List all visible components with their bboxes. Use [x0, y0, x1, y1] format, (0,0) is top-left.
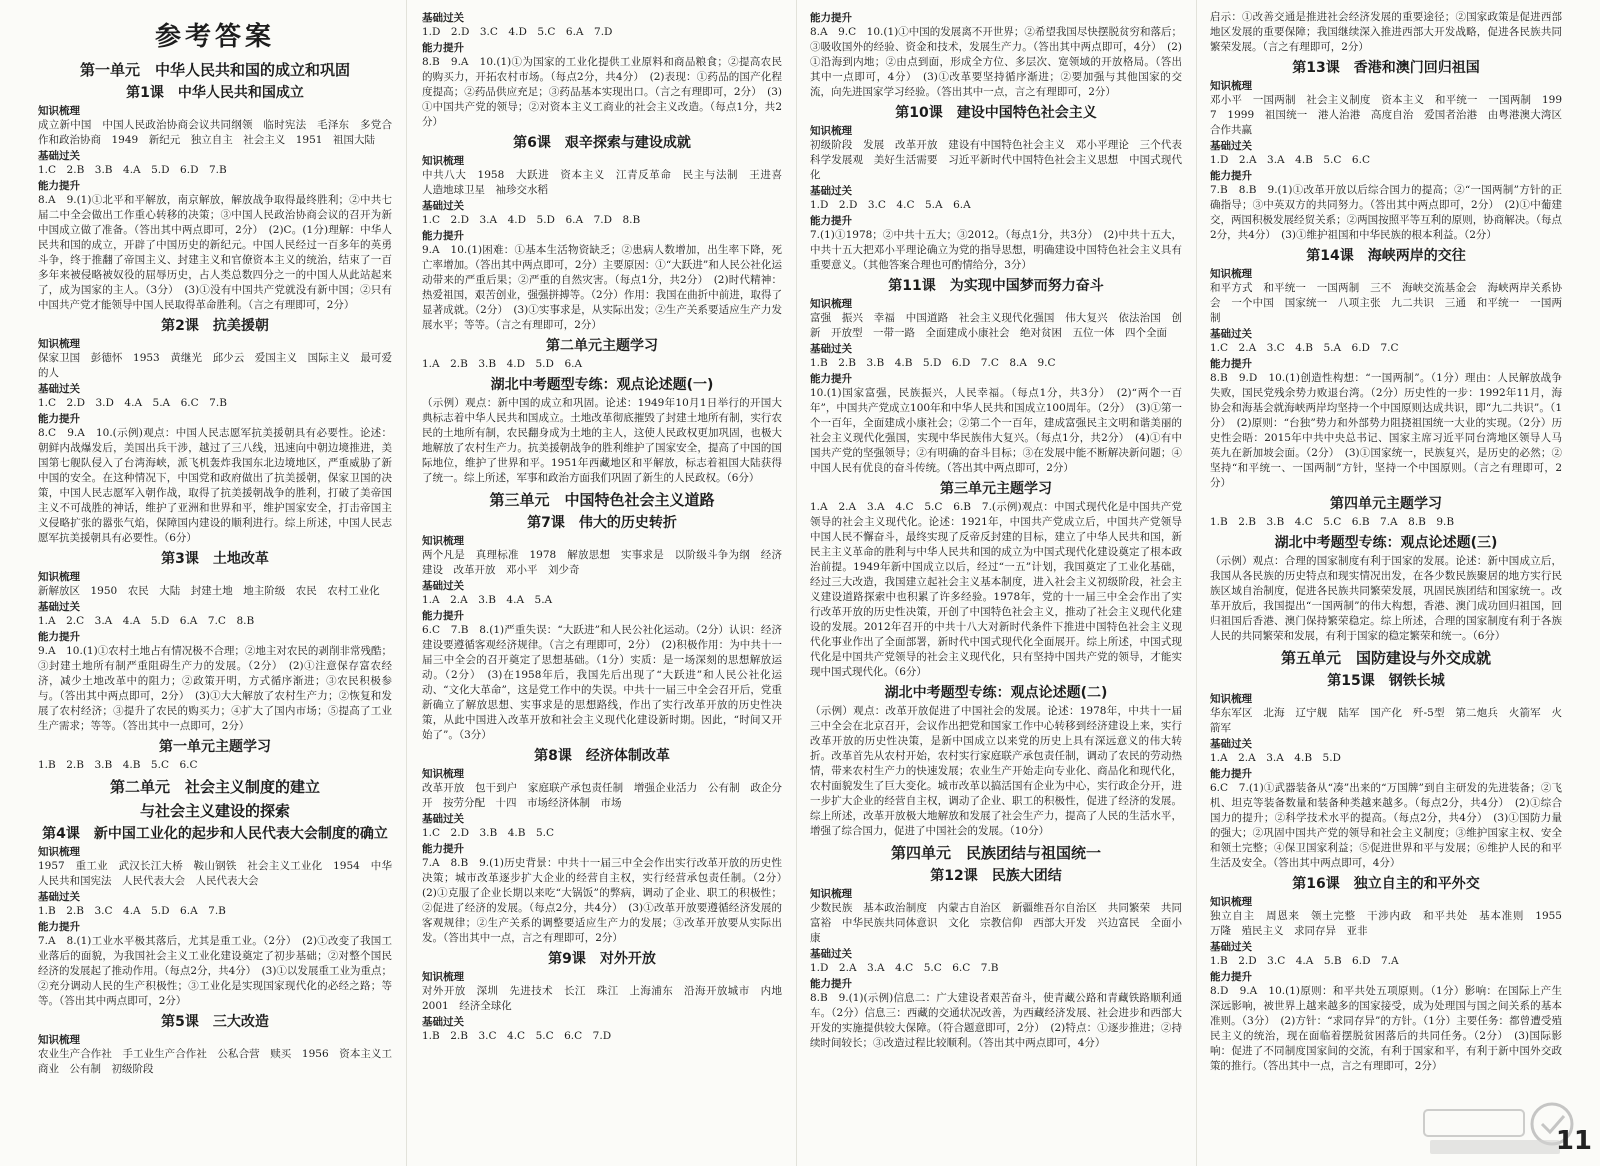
- section-label: 基础过关: [38, 383, 80, 395]
- section-label: 知识梳理: [1210, 268, 1252, 280]
- answer-text: 10.(1)国家富强，民族振兴，人民幸福。（每点1分，共3分） (2)“两个一百年”，中国共产党成立100年和中华人民共和国成立100周年。（2分） (3)①第一个一百年，全面建成小康社会；②第二个一百年，建成富强民主文明和谐美丽的社会主义现代化强国，实现中华民族伟大复兴。（每点1分，共2分） (4)①有中国共产党的坚强领导；②有明确的奋斗目标；③在发展中能不断解决新问题；④中国人民有优良的奋斗传统。（答出其中两点即可，2分）: [810, 387, 1182, 474]
- answer-text: 9.A 10.(1)①农村土地占有情况极不合理；②地主对农民的剥削非常残酷；③封建土地所有制严重阻碍生产力的发展。（2分） (2)①注意保存富农经济，减少土地改革中的阻力；②政策开明，方式循序渐进；③农民积极参与。（答出其中两点即可，2分） (3)①大大解放了农村生产力；②恢复和发展了农村经济；③提升了农民的购买力；④扩大了国内市场；⑤提高了工业生产需求；等等。（答出其中一点即可，2分）: [38, 645, 392, 732]
- answer-text: 1957 重工业 武汉长江大桥 鞍山钢铁 社会主义工业化 1954 中华人民共和国宪法 人民代表大会 人民代表大会: [38, 860, 392, 887]
- section-label: 能力提升: [422, 843, 464, 855]
- answer-text: 1.D 2.D 3.C 4.D 5.C 6.A 7.D: [422, 26, 613, 38]
- section-label: 知识梳理: [1210, 80, 1252, 92]
- answer-text: 1.B 2.B 3.C 4.A 5.D 6.A 7.B: [38, 905, 226, 917]
- answer-text: 8.B 9.A 10.(1)①为国家的工业化提供工业原料和商品粮食；②提高农民的购买力，开拓农村市场。（每点2分，共4分） (2)表现：①药品的国产化程度提高；②药品供应充足；③药品基本实现出口。（言之有理即可，2分） (3)①中国共产党的领导；②对资本主义工商业的社会主义改造。（每点1分，共2分）: [422, 56, 782, 128]
- section-label: 基础过关: [810, 185, 852, 197]
- lesson-heading: 第6课 艰辛探索与建设成就: [513, 135, 691, 151]
- answer-text: 初级阶段 发展 改革开放 建设有中国特色社会主义 邓小平理论 三个代表 科学发展观 美好生活需要 习近平新时代中国特色社会主义思想 中国式现代化: [810, 139, 1192, 181]
- section-label: 知识梳理: [810, 888, 852, 900]
- section-label: 基础过关: [422, 580, 464, 592]
- section-label: 能力提升: [1210, 768, 1252, 780]
- section-label: 基础过关: [810, 343, 852, 355]
- lesson-heading: 第三单元主题学习: [940, 481, 1052, 497]
- section-label: 能力提升: [38, 180, 80, 192]
- section-label: 基础过关: [38, 891, 80, 903]
- lesson-heading: 第2课 抗美援朝: [161, 318, 269, 334]
- answer-text: 8.A 9.C 10.(1)①中国的发展离不开世界；②希望我国尽快摆脱贫穷和落后；③吸收国外的经验、资金和技术，发展生产力。（答出其中两点即可，4分） (2)①沿海到内地；②由点到面，形成全方位、多层次、宽领域的开放格局。（答出其中一点即可，4分） (3)①改革要坚持循序渐进；②要加强与其他国家的交流，向先进国家学习经验。（答出其中一点，言之有理即可，2分）: [810, 26, 1182, 98]
- answer-text: 对外开放 深圳 先进技术 长江 珠江 上海浦东 沿海开放城市 内地 2001 经济全球化: [422, 985, 792, 1012]
- lesson-heading: 湖北中考题型专练：观点论述题(一): [490, 377, 714, 393]
- answer-text: 独立自主 周恩来 领土完整 干涉内政 和平共处 基本准则 1955 万隆 殖民主义 求同存异 亚非: [1210, 910, 1572, 937]
- lesson-heading: 第13课 香港和澳门回归祖国: [1292, 60, 1480, 76]
- section-label: 能力提升: [810, 215, 852, 227]
- page-title: 参考答案: [154, 22, 275, 52]
- answer-text: 成立新中国 中国人民政治协商会议共同纲领 临时宪法 毛泽东 多党合作和政治协商 1949 新纪元 独立自主 社会主义 1951 祖国大陆: [38, 119, 392, 146]
- lesson-heading: 第16课 独立自主的和平外交: [1292, 876, 1480, 892]
- answer-text: 新解放区 1950 农民 大陆 封建土地 地主阶级 农民 农村工业化: [38, 585, 380, 597]
- section-label: 知识梳理: [38, 571, 80, 583]
- answer-text: 1.C 2.A 3.C 4.B 5.A 6.D 7.C: [1210, 342, 1399, 354]
- lesson-heading: 第15课 钢铁长城: [1327, 673, 1445, 689]
- lesson-heading: 湖北中考题型专练：观点论述题(二): [884, 685, 1108, 701]
- section-label: 知识梳理: [38, 105, 80, 117]
- section-label: 能力提升: [38, 413, 80, 425]
- section-label: 知识梳理: [422, 971, 464, 983]
- section-label: 能力提升: [810, 12, 852, 24]
- answer-text: 7.(1)①1978；②中共十五大；③2012。（每点1分，共3分） (2)中共十五大，中共十五大把邓小平理论确立为党的指导思想，明确建设中国特色社会主义具有重要意义。（其他答案合理也可酌情给分，3分）: [810, 229, 1182, 271]
- answer-text: 1.C 2.D 3.B 4.B 5.C: [422, 827, 555, 839]
- section-label: 基础过关: [1210, 738, 1252, 750]
- section-label: 基础过关: [38, 150, 80, 162]
- answer-text: 两个凡是 真理标准 1978 解放思想 实事求是 以阶级斗争为纲 经济建设 改革开放 邓小平 刘少奇: [422, 549, 782, 576]
- section-label: 能力提升: [1210, 358, 1252, 370]
- answer-text: 1.A 2.B 3.B 4.D 5.D 6.A: [422, 358, 583, 370]
- answer-text: 1.D 2.A 3.A 4.B 5.C 6.C: [1210, 154, 1370, 166]
- section-label: 能力提升: [38, 631, 80, 643]
- answer-text: （示例）观点：合理的国家制度有利于国家的发展。论述：新中国成立后，我国从各民族的历史特点和现实情况出发，在各少数民族聚居的地方实行民族区域自治制度，促进各民族共同繁荣发展，巩固民族团结和国家统一。改革开放后，我国提出“一国两制”的伟大构想，香港、澳门成功回归祖国，回归祖国后香港、澳门保持繁荣稳定。综上所述，合理的国家制度有利于各族人民的共同繁荣和发展，有利于国家的稳定繁荣和统一。（6分）: [1210, 555, 1562, 642]
- lesson-heading: 湖北中考题型专练：观点论述题(三): [1274, 535, 1498, 551]
- lesson-heading: 第8课 经济体制改革: [534, 748, 670, 764]
- section-label: 知识梳理: [38, 846, 80, 858]
- section-label: 知识梳理: [810, 125, 852, 137]
- column-2: [412, 0, 792, 1166]
- section-label: 知识梳理: [1210, 896, 1252, 908]
- column-4: [1200, 0, 1572, 1166]
- answer-text: 1.B 2.D 3.C 4.A 5.B 6.D 7.A: [1210, 955, 1399, 967]
- answer-text: 少数民族 基本政治制度 内蒙古自治区 新疆维吾尔自治区 共同繁荣 共同富裕 中华民族共同体意识 文化 宗教信仰 西部大开发 兴边富民 全面小康: [810, 902, 1182, 944]
- lesson-heading: 第12课 民族大团结: [930, 868, 1062, 884]
- answer-text: 1.A 2.C 3.A 4.A 5.D 6.A 7.C 8.B: [38, 615, 255, 627]
- answer-text: 邓小平 一国两制 社会主义制度 资本主义 和平统一 一国两制 1997 1999 祖国统一 港人治港 高度自治 爱国者治港 由粤港澳大湾区 合作共赢: [1210, 94, 1572, 136]
- answer-text: 1.A 2.A 3.A 4.B 5.D: [1210, 752, 1341, 764]
- section-label: 能力提升: [422, 230, 464, 242]
- lesson-heading: 第1课 中华人民共和国成立: [126, 85, 304, 101]
- page-number: 11: [1555, 1126, 1592, 1156]
- column-3: [800, 0, 1192, 1166]
- answer-text: 和平方式 和平统一 一国两制 三不 海峡交流基金会 海峡两岸关系协会 一个中国 国家统一 八项主张 九二共识 三通 和平统一 一国两制: [1210, 282, 1562, 324]
- answer-text: 中共八大 1958 大跃进 资本主义 江青反革命 民主与法制 王进喜 人造地球卫星 袖珍交水稻: [422, 169, 792, 196]
- answer-text: 7.A 8.(1)工业水平极其落后，尤其是重工业。（2分） (2)①改变了我国工业落后的面貌，为我国社会主义工业化建设奠定了初步基础；②对整个国民经济的发展起了推动作用。（每点2分，共4分） (3)①以发展重工业为重点；②充分调动人民的生产积极性；③工业化是实现国家现代化的必经之路；等等。（答出其中两点即可，2分）: [38, 935, 392, 1007]
- lesson-heading: 第7课 伟大的历史转折: [527, 515, 677, 531]
- answer-text: 7.B 8.B 9.(1)①改革开放以后综合国力的提高；②“一国两制”方针的正确指导；③中英双方的共同努力。（答出其中两点即可，2分） (2)①中葡建交，两国积极发展经贸关系；②两国按照平等互利的原则，协商解决。（每点2分，共4分） (3)①维护祖国和中华民族的根本利益。（2分）: [1210, 184, 1562, 241]
- section-label: 基础过关: [422, 200, 464, 212]
- unit-heading: 与社会主义建设的探索: [139, 802, 290, 820]
- answer-text: 8.A 9.(1)①北平和平解放，南京解放，解放战争取得最终胜利；②中共七届二中全会做出工作重心转移的决策；③中国人民政治协商会议的召开为新中国成立做了准备。（答出其中两点即可，2分） (2)C。(1分)理解：中华人民共和国的成立，开辟了中国历史的新纪元。中国人民经过一百多年的英勇斗争，终于推翻了帝国主义、封建主义和官僚资本主义的统治，结束了一百多年来被侵略被奴役的屈辱历史，占人类总数四分之一的中国人从此站起来了，成为国家的主人。（3分） (3)①没有中国共产党就没有新中国；②只有中国共产党才能领导中国人民取得革命胜利。（言之有理即可，2分）: [38, 194, 392, 311]
- section-label: 基础过关: [422, 12, 464, 24]
- section-label: 能力提升: [810, 978, 852, 990]
- answer-text: 1.B 2.B 3.B 4.B 5.D 6.D 7.C 8.A 9.C: [810, 357, 1056, 369]
- answer-text: 8.B 9.D 10.(1)创造性构想：“一国两制”。（1分）理由：人民解放战争失败，国民党残余势力败退台湾。（2分）历史性的一步：1992年11月，海协会和海基会就海峡两岸均坚持一个中国原则达成共识，即“九二共识”。（1分） (2)原则：“台独”势力和外部势力阻挠祖国统一大业的实现。（2分）历史性会晤：2015年中共中央总书记、国家主席习近平同台湾地区领导人马英九在新加坡会面。（2分） (3)①国家统一，民族复兴，是历史的必然；②坚持“和平统一、一国两制”方针，坚持一个中国原则。（言之有理即可，2分）: [1210, 372, 1562, 489]
- answer-text: 1.B 2.B 3.B 4.C 5.C 6.B 7.A 8.B 9.B: [1210, 516, 1455, 528]
- answer-text: 改革开放 包干到户 家庭联产承包责任制 增强企业活力 公有制 政企分开 按劳分配 十四 市场经济体制 市场: [422, 782, 782, 809]
- section-label: 能力提升: [1210, 971, 1252, 983]
- answer-text: 9.A 10.(1)困难：①基本生活物资缺乏；②患病人数增加，出生率下降，死亡率增加。（答出其中两点即可，2分）主要原因：①“大跃进”和人民公社化运动带来的严重后果；②严重的自然灾害。（每点1分，共2分） (2)时代精神：热爱祖国，艰苦创业，强强拼搏等。（2分）作用：我国在曲折中前进，取得了显著成就。（2分） (3)①实事求是，从实际出发；②生产关系要适应生产力发展水平；等等。（言之有理即可，2分）: [422, 244, 782, 331]
- section-label: 基础过关: [810, 948, 852, 960]
- lesson-heading: 第一单元主题学习: [159, 739, 271, 755]
- answer-text: 1.C 2.B 3.B 4.A 5.D 6.D 7.B: [38, 164, 227, 176]
- section-label: 知识梳理: [422, 155, 464, 167]
- answer-text: 1.D 2.D 3.C 4.C 5.A 6.A: [810, 199, 971, 211]
- section-label: 基础过关: [422, 1016, 464, 1028]
- column-1: [28, 0, 402, 1166]
- answer-text: 华东军区 北海 辽宁舰 陆军 国产化 歼-5型 第二炮兵 火箭军 火箭军: [1210, 707, 1562, 734]
- section-label: 知识梳理: [1210, 693, 1252, 705]
- section-label: 基础过关: [1210, 140, 1252, 152]
- answer-text: （示例）观点：新中国的成立和巩固。论述：1949年10月1日举行的开国大典标志着中华人民共和国成立。土地改革彻底摧毁了封建土地所有制，实行农民的土地所有制，农民翻身成为土地的主人，这使人民政权更加巩固，也极大地解放了农村生产力。抗美援朝战争的胜利维护了国家安全，提高了中国的国际地位，维护了世界和平。1951年西藏地区和平解放，标志着祖国大陆获得了统一。综上所述，军事和政治方面我们巩固了新生的人民政权。（6分）: [422, 397, 782, 484]
- section-label: 知识梳理: [810, 298, 852, 310]
- unit-heading: 第五单元 国防建设与外交成就: [1280, 649, 1491, 667]
- unit-heading: 第四单元 民族团结与祖国统一: [890, 844, 1101, 862]
- unit-heading: 第一单元 中华人民共和国的成立和巩固: [79, 61, 350, 79]
- answer-text: 1.D 2.A 3.A 4.C 5.C 6.C 7.B: [810, 962, 999, 974]
- lesson-heading: 第四单元主题学习: [1330, 496, 1442, 512]
- section-label: 能力提升: [422, 42, 464, 54]
- section-label: 能力提升: [1210, 170, 1252, 182]
- unit-heading: 第二单元 社会主义制度的建立: [109, 778, 320, 796]
- unit-heading: 第三单元 中国特色社会主义道路: [489, 491, 715, 509]
- section-label: 知识梳理: [422, 768, 464, 780]
- answer-text: （示例）观点：改革开放促进了中国社会的发展。论述：1978年，中共十一届三中全会在北京召开，会议作出把党和国家工作中心转移到经济建设上来，实行改革开放的历史性决策，是新中国成立以来党的历史上具有深远意义的伟大转折。改革首先从农村开始，农村实行家庭联产承包责任制，调动了农民的劳动热情，带来农村生产力的快速发展；农业生产开始走向专业化、商品化和现代化，农村面貌发生了巨大变化。城市改革以搞活国有企业为中心，实行政企分开，进一步扩大企业的经营自主权，调动了企业、职工的积极性，促进了经济的发展。综上所述，改革开放极大地解放和发展了社会生产力，提高了人民的生活水平，增强了综合国力，促进了中国社会的发展。（10分）: [810, 705, 1182, 837]
- section-label: 基础过关: [1210, 328, 1252, 340]
- section-label: 知识梳理: [38, 1034, 80, 1046]
- section-label: 基础过关: [422, 813, 464, 825]
- answer-text: 农业生产合作社 手工业生产合作社 公私合营 赎买 1956 资本主义工商业 公有制 初级阶段: [38, 1048, 392, 1075]
- lesson-heading: 第4课 新中国工业化的起步和人民代表大会制度的确立: [42, 826, 388, 842]
- lesson-heading: 第3课 土地改革: [161, 551, 269, 567]
- answer-text: 8.B 9.(1)(示例)信息二：广大建设者艰苦奋斗，使青藏公路和青藏铁路顺利通车。（2分）信息三：西藏的交通状况改善，为西藏经济发展、社会进步和西部大开发的实施提供较大保障。（符合题意即可，2分） (2)特点：①逐步推进；②持续时间较长；③改造过程比较顺利。（答出其中两点即可，4分）: [810, 992, 1182, 1049]
- lesson-heading: 第二单元主题学习: [546, 338, 658, 354]
- lesson-heading: 第11课 为实现中国梦而努力奋斗: [888, 278, 1104, 294]
- answer-text: 保家卫国 彭德怀 1953 黄继光 邱少云 爱国主义 国际主义 最可爱的人: [38, 352, 392, 379]
- section-label: 能力提升: [810, 373, 852, 385]
- lesson-heading: 第14课 海峡两岸的交往: [1306, 248, 1466, 264]
- answer-text: 7.A 8.B 9.(1)历史背景：中共十一届三中全会作出实行改革开放的历史性决策；城市改革逐步扩大企业的经营自主权，实行经营承包责任制。（2分） (2)①克服了企业长期以来吃“大锅饭”的弊病，调动了企业、职工的积极性；②促进了经济的发展。（每点2分，共4分） (3)①改革开放要遵循经济发展的客观规律；②生产关系的调整要适应生产力的发展；③改革开放要从实际出发。（答出其中一点，言之有理即可，2分）: [422, 857, 792, 944]
- lesson-heading: 第5课 三大改造: [161, 1014, 269, 1030]
- answer-text: 1.B 2.B 3.C 4.C 5.C 6.C 7.D: [422, 1030, 612, 1042]
- section-label: 知识梳理: [38, 338, 80, 350]
- answer-text: 1.C 2.D 3.D 4.A 5.A 6.C 7.B: [38, 397, 227, 409]
- answer-text: 8.C 9.A 10.(示例)观点：中国人民志愿军抗美援朝具有必要性。论述：朝鲜内战爆发后，美国出兵干涉，越过了三八线，迅速向中朝边境推进，美国第七舰队侵入了台湾海峡，派飞机轰炸我国东北边境地区，严重威胁了新中国的安全。在这种情况下，中国党和政府做出了抗美援朝，保家卫国的决策，中国人民志愿军入朝作战，取得了抗美援朝战争的胜利，打破了美帝国主义不可战胜的神话，维护了亚洲和世界和平，维护国家安全，打击帝国主义侵略扩张的嚣张气焰，保障国内建设的顺利进行。综上所述，中国人民志愿军抗美援朝具有必要性。（6分）: [38, 427, 392, 544]
- section-label: 能力提升: [422, 610, 464, 622]
- answer-text: 1.A 2.A 3.B 4.A 5.A: [422, 594, 553, 606]
- answer-text: 6.C 7.B 8.(1)严重失误：“大跃进”和人民公社化运动。（2分）认识：经济建设要遵循客观经济规律。（言之有理即可，2分） (2)积极作用：为中共十一届三中全会的召开奠定了思想基础。（1分）实质：是一场深刻的思想解放运动。（2分） (3)在1958年后，我国先后出现了“大跃进”和人民公社化运动、“文化大革命”，这是党工作中的失误。中共十一届三中全会召开后，党重新确立了解放思想、实事求是的思想路线，作出了实行改革开放的历史性决策，从此中国进入改革开放和社会主义现代化建设新时期。因此，“时间又开始了”。（3分）: [422, 624, 782, 741]
- answer-text: 8.D 9.A 10.(1)原则：和平共处五项原则。（1分）影响：在国际上产生深远影响，被世界上越来越多的国家接受，成为处理国与国之间关系的基本准则。（3分） (2)方针：“求同存异”的方针。（1分）主要任务：都曾遭受殖民主义的统治，现在面临着摆脱贫困落后的共同任务。（2分） (3)国际影响：促进了不同制度国家间的交流，有利于国家和平，有利于新中国外交政策的推行。（答出其中一点，言之有理即可，2分）: [1210, 985, 1562, 1072]
- lesson-heading: 第9课 对外开放: [548, 951, 656, 967]
- answer-text: 富强 振兴 幸福 中国道路 社会主义现代化强国 伟大复兴 依法治国 创新 开放型 一带一路 全面建成小康社会 绝对贫困 五位一体 四个全面: [810, 312, 1182, 339]
- answer-text: 启示：①改善交通是推进社会经济发展的重要途径；②国家政策是促进西部地区发展的重要保障；我国继续深入推进西部大开发战略，促进各民族共同繁荣发展。（言之有理即可，2分）: [1210, 11, 1562, 53]
- section-label: 能力提升: [38, 921, 80, 933]
- answer-text: 1.B 2.B 3.B 4.B 5.C 6.C: [38, 759, 198, 771]
- section-label: 知识梳理: [422, 535, 464, 547]
- section-label: 基础过关: [38, 601, 80, 613]
- lesson-heading: 第10课 建设中国特色社会主义: [895, 105, 1097, 121]
- answer-text: 6.C 7.(1)①武器装备从“凑”出来的“万国牌”到自主研发的先进装备；②飞机、坦克等装备数量和装备种类越来越多。（每点2分，共4分） (2)①综合国力的提升；②科学技术水平的提高。（每点2分，共4分） (3)①国防力量的强大；②巩固中国共产党的领导和社会主义制度；③维护国家主权、安全和领土完整；④保卫国家利益；⑤促进世界和平与发展；⑥维护人民的和平生活及安全。（答出其中两点即可，4分）: [1210, 782, 1562, 869]
- section-label: 基础过关: [1210, 941, 1252, 953]
- answer-text: 1.C 2.D 3.A 4.D 5.D 6.A 7.D 8.B: [422, 214, 641, 226]
- answer-text: 1.A 2.A 3.A 4.C 5.C 6.B 7.(示例)观点：中国式现代化是中国共产党领导的社会主义现代化。论述：1921年，中国共产党成立后，中国共产党领导中国人民不懈奋斗，最终实现了反帝反封建的目标，建立了中华人民共和国，新民主主义革命的胜利与中华人民共和国的成立为中国式现代化建设奠定了根本政治前提。1949年新中国成立以后，经过“一五”计划，我国奠定了工业化基础，经过三大改造，我国建立起社会主义基本制度，进入社会主义初级阶段，社会主义建设道路探索中也积累了许多经验。1978年，党的十一届三中全会作出了实行改革开放的历史性决策，开创了中国特色社会主义，推动了社会主义现代化建设的发展。2012年召开的中共十八大对新时代条件下推进中国特色社会主义现代化事业作出了全面部署，新时代中国式现代化全面展开。综上所述，中国式现代化是中国共产党领导的社会主义现代化，只有坚持中国共产党的领导，才能实现中国式现代化。（6分）: [810, 501, 1182, 678]
